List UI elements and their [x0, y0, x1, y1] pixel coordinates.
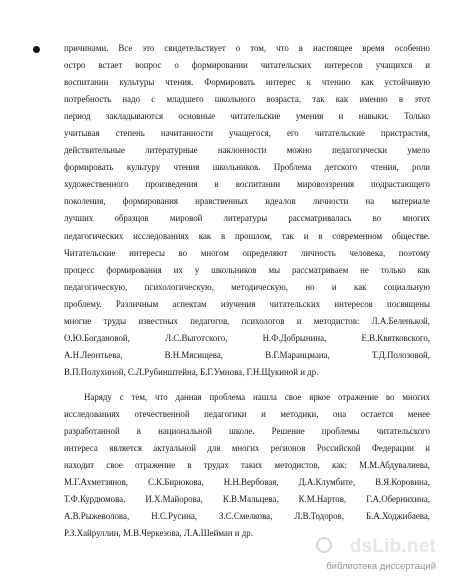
- text-line: формировать культуру чтения школьников. Проблема детского чтения, роли: [64, 162, 430, 173]
- text-line: Р.З.Хайруллин, М.В.Черкезова, Л.А.Шейман и др.: [64, 528, 253, 539]
- watermark: [318, 536, 438, 576]
- watermark-logo-text: dsLib.net: [349, 536, 436, 557]
- text-line: педагогических исследованиях как в прошлом, так и в современном обществе.: [64, 230, 430, 241]
- text-line: Читательские интересы во многом определяют личность человека, поэтому: [64, 247, 430, 258]
- text-line: проблему. Различным аспектам изучения читательских интересов посвящены: [64, 298, 430, 309]
- text-line: учитывая степень начитанности учащегося, его читательские пристрастия,: [64, 128, 430, 139]
- text-line: воспитании культуры чтения. Формировать интерес к чтению как устойчивую: [64, 77, 430, 88]
- text-line: М.Г.Ахметзянов, С.К.Бирюкова, Н.Н.Вербовая, Д.А.Клумбите, В.Я.Коровина,: [64, 477, 430, 488]
- text-line: А.В.Рыжеволова, Н.С.Русина, З.С.Смелкова, Л.В.Тодоров, Б.А.Ходжибаева,: [64, 511, 430, 522]
- text-line: В.П.Полухиной, С.Л.Рубинштейна, Б.Г.Умнова, Г.Н.Щукиной и др.: [64, 366, 319, 377]
- text-line: период закладываются основные читательские умения и навыки. Только: [64, 111, 430, 122]
- text-line: А.Н.Леонтьева, В.Н.Мясищева, В.Г.Маранцмана, Т.Д.Полозовой,: [64, 349, 430, 360]
- text-line: интереса является актуальной для многих регионов Российской Федерации и: [64, 443, 430, 454]
- paragraph-2: [64, 389, 430, 542]
- text-line: потребность надо с младшего школьного возраста, так как именно в этот: [64, 94, 430, 105]
- text-line: педагогическую, психологическую, методическую, но и как социальную: [64, 281, 430, 292]
- text-line: разработанной в национальной школе. Решение проблемы читательского: [64, 426, 430, 437]
- text-line: процесс формирования их у школьников мы рассматриваем не только как: [64, 264, 430, 275]
- text-line: художественного произведения в воспитании мировоззрения подрастающего: [64, 179, 430, 190]
- text-line: исследованиях отечественной педагогики и методики, она остается менее: [64, 408, 430, 419]
- body-text: [64, 40, 430, 542]
- text-line: лучших образцов мировой литературы рассматривалась во многих: [64, 213, 430, 224]
- text-line: Наряду с тем, что данная проблема нашла свое яркое отражение во многих: [84, 391, 430, 402]
- text-line: находит свое отражение в трудах таких методистов, как: М.М.Абдувалиева,: [64, 460, 430, 471]
- text-line: действительные литературные наклонности можно педагогически умело: [64, 145, 430, 156]
- text-line: О.Ю.Богдановой, Л.С.Выготского, Н.Ф.Добрынина, Е.В.Квятковского,: [64, 332, 430, 343]
- text-line: остро встает вопрос о формировании читательских интересов учащихся и: [64, 60, 430, 71]
- scan-hole-mark: [33, 46, 40, 53]
- text-line: поколения, формирования нравственных идеалов личности на материале: [64, 196, 430, 207]
- text-line: причинами. Все это свидетельствует о том, что в настоящее время особенно: [64, 43, 430, 53]
- text-line: Т.Ф.Курдюмова, И.Х.Майорова, К.В.Мальцева, К.М.Нартов, Г.А.Обернихина,: [64, 494, 430, 505]
- text-line: многие труды известных педагогов, психологов и методистов: Л.А.Беленькой,: [64, 315, 430, 326]
- watermark-subtitle: библиотека диссертаций: [326, 561, 436, 572]
- paragraph-1: [64, 40, 430, 381]
- watermark-logo-icon: [316, 537, 332, 553]
